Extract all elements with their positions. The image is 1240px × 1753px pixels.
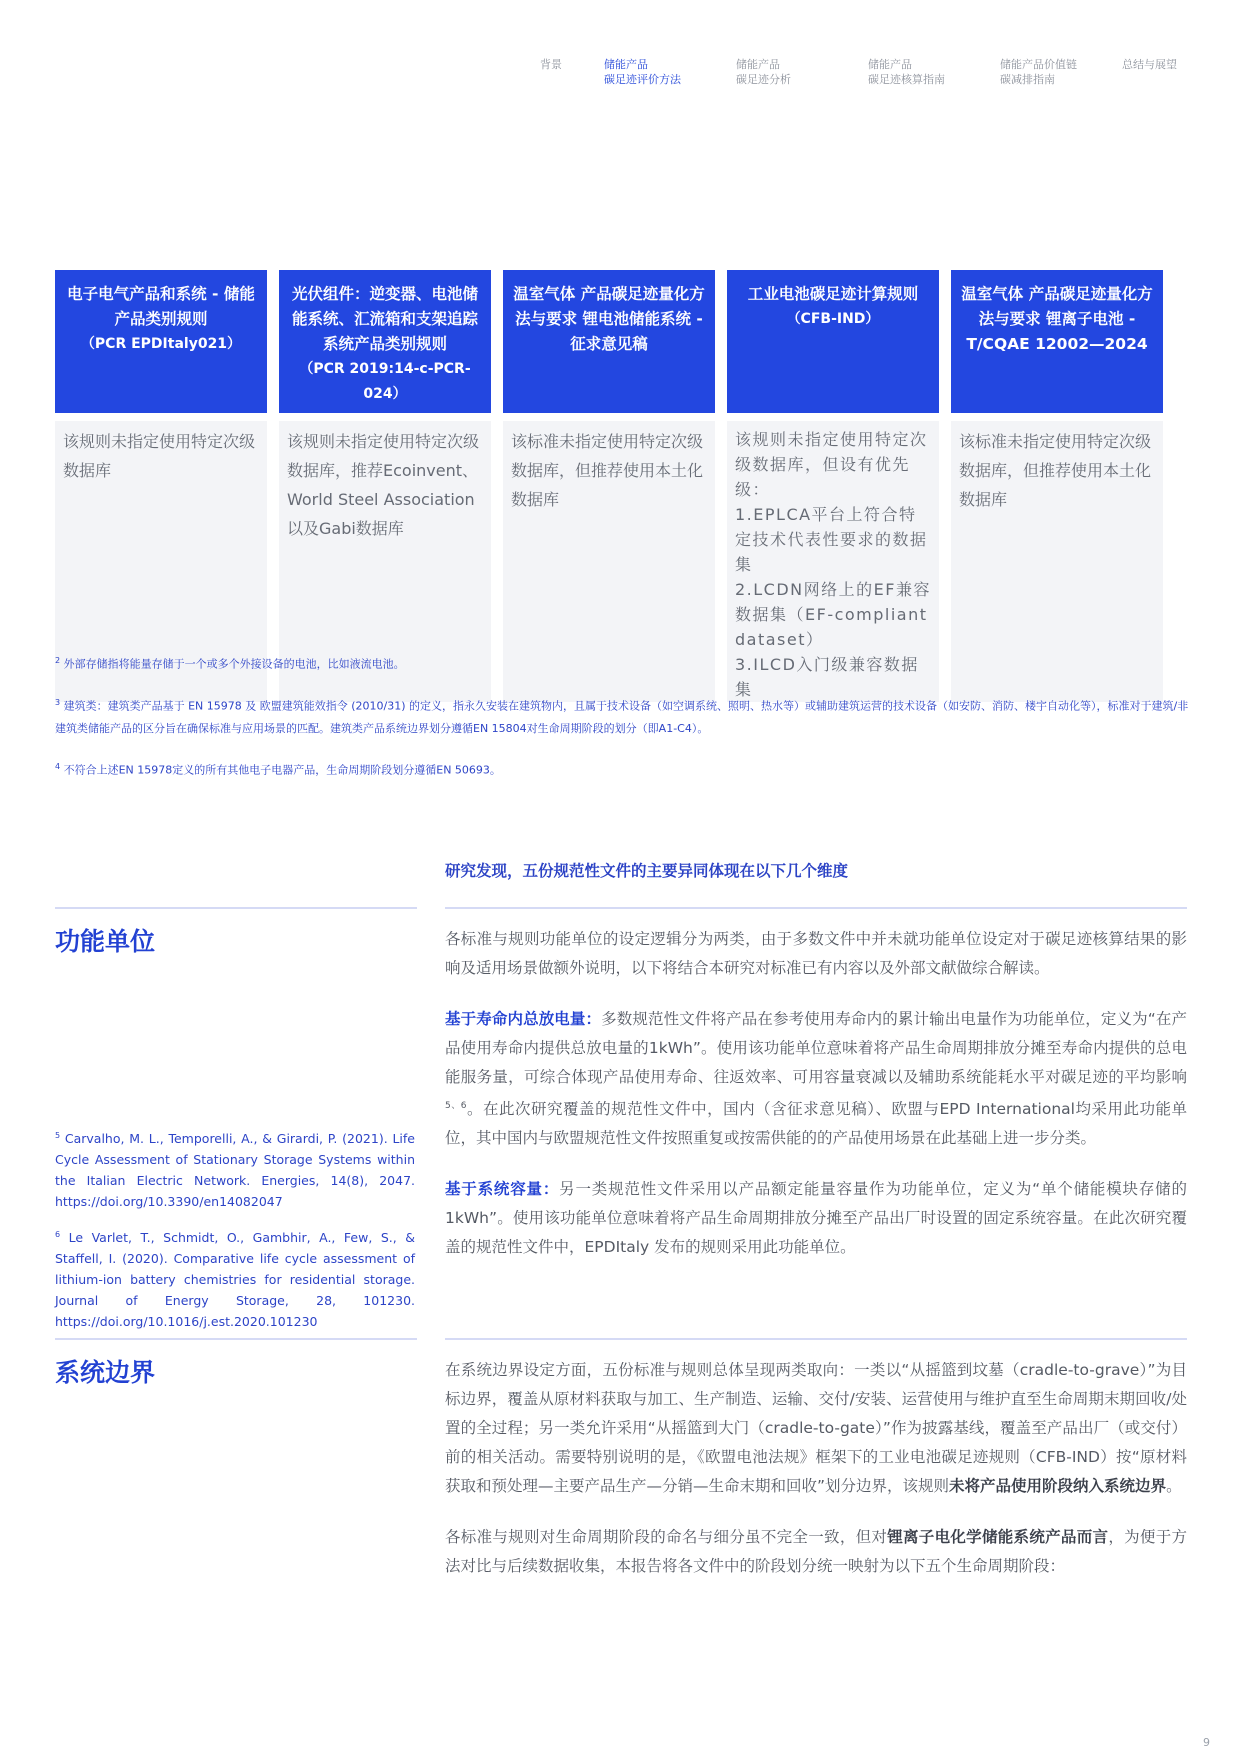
references (55, 1125, 415, 1344)
reference-text: Carvalho, M. L., Temporelli, A., & Girardi, P. (2021). Life Cycle Assessment of Stationary Storage Systems within the Italian Electric Network. Energies, 14(8), 2047. https://doi.org/10.3390/en14082047 (55, 1131, 415, 1210)
section-title-functional-unit: 功能单位 (55, 927, 156, 956)
table-cell: 该标准未指定使用特定次级数据库，但推荐使用本土化数据库 (503, 421, 715, 702)
table-header-cell (951, 270, 1163, 413)
page-number: 9 (1203, 1736, 1210, 1749)
table-header-cell (279, 270, 491, 413)
paragraph (445, 1005, 1187, 1153)
footnote-2 (55, 650, 1195, 676)
emphasis: 未将产品使用阶段纳入系统边界 (949, 1477, 1167, 1495)
column-title: 温室气体 产品碳足迹量化方法与要求 锂电池储能系统 - 征求意见稿 (513, 285, 705, 353)
table-cell: 该标准未指定使用特定次级数据库，但推荐使用本土化数据库 (951, 421, 1163, 702)
nav-item-evaluation-method[interactable] (604, 57, 681, 87)
table-cell: 该规则未指定使用特定次级数据库，但设有优先级： 1.EPLCA平台上符合特定技术代表性要求的数据集 2.LCDN网络上的EF兼容数据集（EF-compliant dataset） 3.ILCD入门级兼容数据集 (727, 421, 939, 702)
nav-item-label: 储能产品价值链 (1000, 58, 1077, 71)
nav-item-label: 背景 (540, 58, 562, 71)
nav-item-accounting-guide[interactable] (868, 57, 945, 87)
divider (445, 1338, 1187, 1340)
paragraph-text: 多数规范性文件将产品在参考使用寿命内的累计输出电量作为功能单位，定义为“在产品使用寿命内提供总放电量的1kWh”。使用该功能单位意味着将产品生命周期排放分摊至寿命内提供的总电能服务量，可综合体现产品使用寿命、往返效率、可用容量衰减以及辅助系统能耗水平对碳足迹的平均影响 (445, 1010, 1187, 1086)
table-header-cell (55, 270, 267, 413)
nav-item-label: 储能产品 (868, 58, 912, 71)
paragraph (445, 1523, 1187, 1581)
footnote-text: 外部存储指将能量存储于一个或多个外接设备的电池，比如液流电池。 (63, 657, 405, 671)
table-cell: 该规则未指定使用特定次级数据库，推荐Ecoinvent、World Steel Association以及Gabi数据库 (279, 421, 491, 702)
nav-item-label: 总结与展望 (1122, 58, 1177, 71)
divider (55, 907, 417, 909)
citation-mark: 5、6 (445, 1101, 467, 1111)
system-boundary-body (445, 1356, 1187, 1603)
paragraph (445, 1356, 1187, 1501)
reference-mark: 6 (55, 1230, 61, 1240)
nav-item-background[interactable] (540, 57, 562, 72)
nav-item-summary[interactable] (1122, 57, 1177, 72)
table-cell: 该规则未指定使用特定次级数据库 (55, 421, 267, 702)
footnote-text: 建筑类：建筑类产品基于 EN 15978 及 欧盟建筑能效指令 (2010/31) 的定义，指永久安装在建筑物内，且属于技术设备（如空调系统、照明、热水等）或辅助建筑运营的技术设备（如安防、消防、楼宇自动化等），标准对于建筑/非建筑类储能产品的区分旨在确保标准与应用场景的匹配。建筑类产品系统边界划分遵循EN 15804对生命周期阶段的划分（即A1-C4）。 (55, 699, 1189, 735)
nav-item-sublabel: 碳减排指南 (1000, 73, 1055, 86)
footnote-mark: 4 (55, 762, 61, 771)
footnote-mark: 3 (55, 698, 61, 707)
paragraph-text: ，为便于方法对比与后续数据收集，本报告将各文件中的阶段划分统一映射为以下五个生命周期阶段： (445, 1528, 1187, 1575)
column-code: （PCR EPDItaly021） (80, 336, 242, 352)
nav-item-label: 储能产品 (604, 58, 648, 71)
top-nav (0, 57, 1240, 97)
nav-item-sublabel: 碳足迹核算指南 (868, 73, 945, 86)
footnote-4 (55, 756, 1195, 782)
keyword: 基于寿命内总放电量： (445, 1010, 602, 1028)
footnote-mark: 2 (55, 656, 61, 665)
section-lead: 研究发现，五份规范性文件的主要异同体现在以下几个维度 (445, 862, 849, 880)
emphasis: 锂离子电化学储能系统产品而言 (887, 1528, 1109, 1546)
table-header-row (55, 270, 1163, 413)
reference-6 (55, 1224, 415, 1332)
footnote-3 (55, 692, 1195, 740)
functional-unit-body (445, 925, 1187, 1284)
column-code: （CFB-IND） (786, 311, 880, 327)
reference-text: Le Varlet, T., Schmidt, O., Gambhir, A., Few, S., & Staffell, I. (2020). Comparative life cycle assessment of lithium-ion battery chemistries for residential storage. Journal of Energy Storage, 28, 101230. https://doi.org/10.1016/j.est.2020.101230 (55, 1230, 415, 1330)
paragraph-text: 各标准与规则对生命周期阶段的命名与细分虽不完全一致，但对 (445, 1528, 888, 1546)
column-title: 温室气体 产品碳足迹量化方法与要求 锂离子电池 - T/CQAE 12002—2024 (961, 285, 1153, 353)
nav-item-footprint-analysis[interactable] (736, 57, 791, 87)
nav-item-label: 储能产品 (736, 58, 780, 71)
column-code: （PCR 2019:14-c-PCR-024） (299, 361, 471, 402)
nav-item-sublabel: 碳足迹评价方法 (604, 73, 681, 86)
keyword: 基于系统容量： (445, 1180, 560, 1199)
paragraph (445, 1175, 1187, 1262)
table-header-cell (503, 270, 715, 413)
column-title: 光伏组件：逆变器、电池储能系统、汇流箱和支架追踪系统产品类别规则 (291, 285, 478, 353)
footnote-text: 不符合上述EN 15978定义的所有其他电子电器产品，生命周期阶段划分遵循EN 50693。 (63, 763, 501, 777)
table-header-cell (727, 270, 939, 413)
paragraph-text: 另一类规范性文件采用以产品额定能量容量作为功能单位，定义为“单个储能模块存储的1kWh”。使用该功能单位意味着将产品生命周期排放分摊至产品出厂时设置的固定系统容量。在此次研究覆盖的规范性文件中，EPDItaly 发布的规则采用此功能单位。 (445, 1180, 1187, 1257)
standards-comparison-table (43, 270, 1175, 702)
paragraph-text: 。 (1166, 1477, 1182, 1495)
reference-mark: 5 (55, 1131, 61, 1140)
column-title: 工业电池碳足迹计算规则 (747, 285, 919, 303)
column-title: 电子电气产品和系统 - 储能产品类别规则 (67, 285, 255, 328)
paragraph-text: 。在此次研究覆盖的规范性文件中，国内（含征求意见稿）、欧盟与EPD International均采用此功能单位，其中国内与欧盟规范性文件按照重复或按需供能的的产品使用场景在此基础上进一步分类。 (445, 1100, 1188, 1148)
nav-item-reduction-guide[interactable] (1000, 57, 1077, 87)
reference-5 (55, 1125, 415, 1212)
section-title-system-boundary: 系统边界 (55, 1358, 156, 1387)
paragraph-text: 在系统边界设定方面，五份标准与规则总体呈现两类取向：一类以“从摇篮到坟墓（cradle-to-grave）”为目标边界，覆盖从原材料获取与加工、生产制造、运输、交付/安装、运营使用与维护直至生命周期末期回收/处置的全过程；另一类允许采用“从摇篮到大门（cradle-to-gate）”作为披露基线，覆盖至产品出厂（或交付）前的相关活动。需要特别说明的是，《欧盟电池法规》框架下的工业电池碳足迹规则（CFB-IND）按“原材料获取和预处理—主要产品生产—分销—生命末期和回收”划分边界，该规则 (445, 1361, 1187, 1495)
paragraph: 各标准与规则功能单位的设定逻辑分为两类，由于多数文件中并未就功能单位设定对于碳足迹核算结果的影响及适用场景做额外说明，以下将结合本研究对标准已有内容以及外部文献做综合解读。 (445, 930, 1187, 977)
nav-item-sublabel: 碳足迹分析 (736, 73, 791, 86)
divider (445, 907, 1187, 909)
